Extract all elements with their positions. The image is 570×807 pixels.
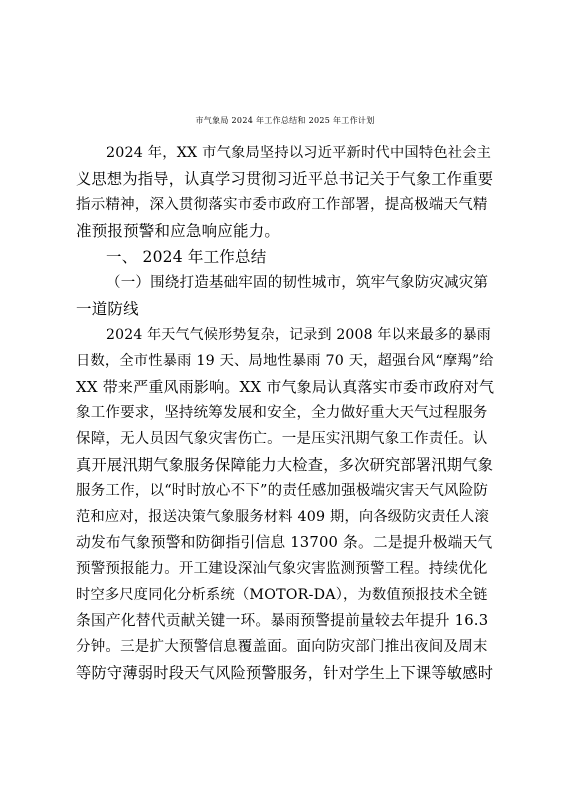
body-line: 指示精神，深入贯彻落实市委市政府工作部署，提高极端天气精 <box>76 197 488 213</box>
body-line: 义思想为指导，认真学习贯彻习近平总书记关于气象工作重要 <box>76 170 494 188</box>
body-line: 2024 年天气气候形势复杂，记录到 2008 年以来最多的暴雨 <box>106 327 492 343</box>
body-line: 服务工作，以“时时放心不下”的责任感加强极端灾害天气风险防 <box>76 483 489 499</box>
body-line: 预警预报能力。开工建设深汕气象灾害监测预警工程。持续优化 <box>76 561 488 577</box>
body-line: 条国产化替代贡献关键一环。暴雨预警提前量较去年提升 16.3 <box>76 612 489 629</box>
body-line: 分钟。三是扩大预警信息覆盖面。面向防灾部门推出夜间及周末 <box>76 639 488 655</box>
document-title: 市气象局 2024 年工作总结和 2025 年工作计划 <box>195 116 375 125</box>
body-line: 动发布气象预警和防御指引信息 13700 条。二是提升极端天气 <box>76 534 493 551</box>
section-heading: 一、 2024 年工作总结 <box>106 248 267 266</box>
body-line: 范和应对，报送决策气象服务材料 409 期，向各级防灾责任人滚 <box>76 509 489 525</box>
body-line: 2024 年，XX 市气象局坚持以习近平新时代中国特色社会主 <box>106 145 492 161</box>
body-line: 时空多尺度同化分析系统（MOTOR-DA），为数值预报技术全链 <box>76 587 488 603</box>
body-line: XX 带来严重风雨影响。XX 市气象局认真落实市委市政府对气 <box>76 378 495 396</box>
body-line: 象工作要求，坚持统筹发展和安全，全力做好重大天气过程服务 <box>76 405 488 421</box>
subsection-heading: （一）围绕打造基础牢固的韧性城市，筑牢气象防灾减灾第 <box>106 275 489 291</box>
body-line: 准预报预警和应急响应能力。 <box>76 222 281 240</box>
body-line: 保障，无人员因气象灾害伤亡。一是压实汛期气象工作责任。认 <box>76 431 488 447</box>
body-line: 日数，全市性暴雨 19 天、局地性暴雨 70 天，超强台风“摩羯”给 <box>76 353 494 369</box>
body-line: 等防守薄弱时段天气风险预警服务，针对学生上下课等敏感时 <box>76 664 494 682</box>
subsection-heading: 一道防线 <box>76 300 139 318</box>
body-line: 真开展汛期气象服务保障能力大检查，多次研究部署汛期气象 <box>76 456 494 474</box>
